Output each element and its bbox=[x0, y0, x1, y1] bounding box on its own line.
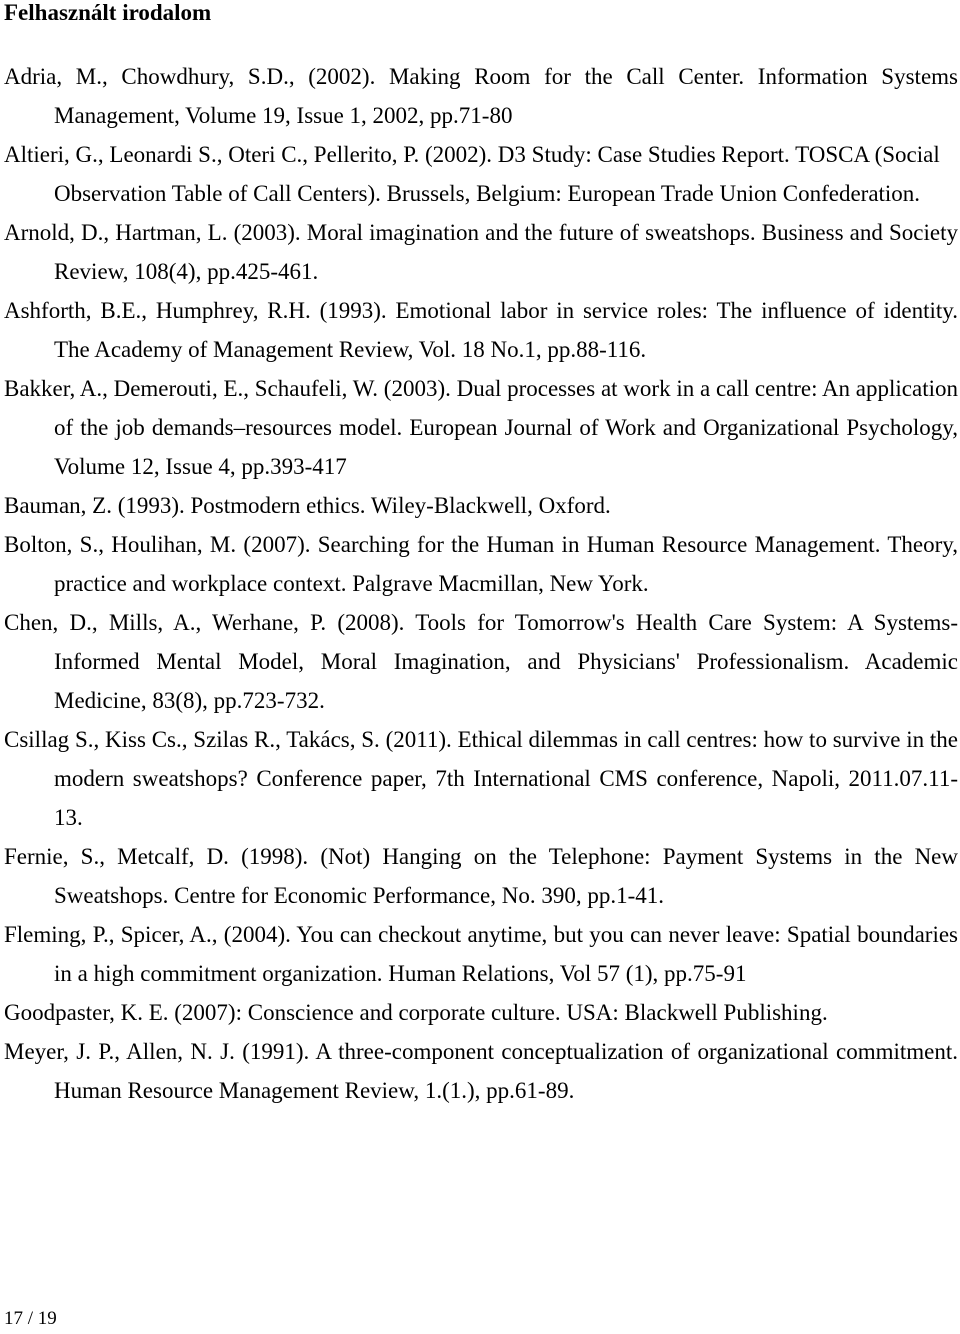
reference-item: Csillag S., Kiss Cs., Szilas R., Takács, S. (2011). Ethical dilemmas in call centres: how to survive in the modern sweatshops? Conference paper, 7th International CMS conference, Napoli, 2011.07.11-13. bbox=[4, 727, 958, 830]
reference-list bbox=[4, 57, 958, 1110]
reference-item: Arnold, D., Hartman, L. (2003). Moral imagination and the future of sweatshops. Business and Society Review, 108(4), pp.425-461. bbox=[4, 220, 958, 284]
reference-item: Fernie, S., Metcalf, D. (1998). (Not) Hanging on the Telephone: Payment Systems in the New Sweatshops. Centre for Economic Performance, No. 390, pp.1-41. bbox=[4, 844, 958, 908]
reference-item: Adria, M., Chowdhury, S.D., (2002). Making Room for the Call Center. Information Systems Management, Volume 19, Issue 1, 2002, pp.71-80 bbox=[4, 64, 958, 128]
reference-item: Bauman, Z. (1993). Postmodern ethics. Wiley-Blackwell, Oxford. bbox=[4, 493, 611, 518]
reference-item: Fleming, P., Spicer, A., (2004). You can checkout anytime, but you can never leave: Spatial boundaries in a high commitment organization. Human Relations, Vol 57 (1), pp.75-91 bbox=[4, 922, 958, 986]
reference-item: Meyer, J. P., Allen, N. J. (1991). A three-component conceptualization of organizational commitment. Human Resource Management Review, 1.(1.), pp.61-89. bbox=[4, 1039, 958, 1103]
reference-item: Goodpaster, K. E. (2007): Conscience and corporate culture. USA: Blackwell Publishing. bbox=[4, 1000, 828, 1025]
reference-item: Bakker, A., Demerouti, E., Schaufeli, W. (2003). Dual processes at work in a call centre: An application of the job demands–resources model. European Journal of Work and Organizational Psychology, Volume 12, Issue 4, pp.393-417 bbox=[4, 376, 958, 479]
reference-item: Chen, D., Mills, A., Werhane, P. (2008). Tools for Tomorrow's Health Care System: A Systems-Informed Mental Model, Moral Imagination, and Physicians' Professionalism. Academic Medicine, 83(8), pp.723-732. bbox=[4, 610, 958, 713]
reference-item: Bolton, S., Houlihan, M. (2007). Searching for the Human in Human Resource Management. Theory, practice and workplace context. Palgrave Macmillan, New York. bbox=[4, 532, 958, 596]
reference-item: Altieri, G., Leonardi S., Oteri C., Pellerito, P. (2002). D3 Study: Case Studies Report. TOSCA (Social Observation Table of Call Centers). Brussels, Belgium: European Trade Union Confederation. bbox=[4, 142, 940, 206]
page-heading: Felhasznált irodalom bbox=[4, 0, 212, 25]
reference-item: Ashforth, B.E., Humphrey, R.H. (1993). Emotional labor in service roles: The influence of identity. The Academy of Management Review, Vol. 18 No.1, pp.88-116. bbox=[4, 298, 958, 362]
page-number: 17 / 19 bbox=[4, 1308, 57, 1329]
